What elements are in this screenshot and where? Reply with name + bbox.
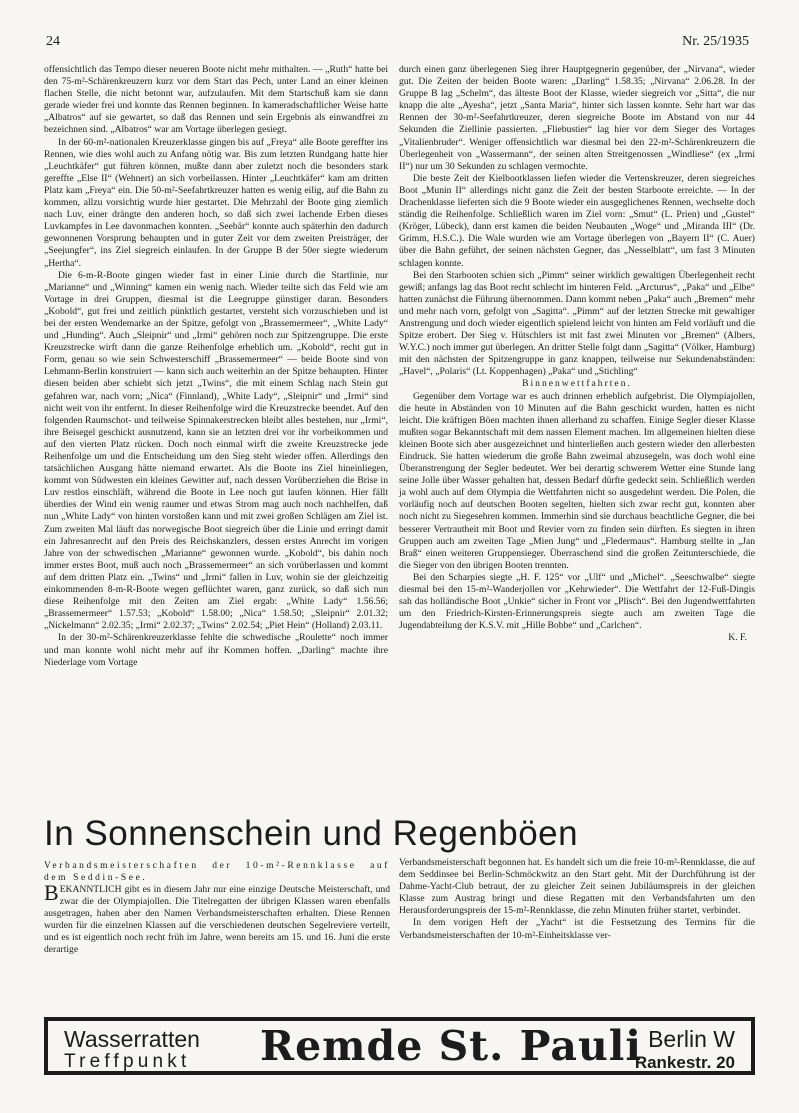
- column-left: [44, 64, 388, 669]
- paragraph: Bei den Starbooten schien sich „Pimm“ seiner wirklich gewaltigen Überlegenheit recht gewiß; anfangs lag das Boot recht schlecht im hinteren Feld. „Arcturus“, „Paka“ und „Elbe“ hatten zunächst die Führung übernommen. Dann kommt neben „Paka“ auch „Bremen“ mehr und mehr nach vorn, gefolgt von „Sagitta“. „Pimm“ auf der letzten Strecke mit gewaltiger Anstrengung und doch wieder eigentlich spielend leicht von hinten am Feld vorläuft und die Spitze erobert. Der Sieg v. Hütschlers ist mit fast zwei Minuten vor „Bremen“ (Albers, W.Y.C.) noch immer gut überlegen. An dritter Stelle folgt dann „Sagitta“ (Völker, Hamburg) mit den nächsten der Spitzengruppe in ganz knappen, teilweise nur Sekundenabständen: „Havel“, „Polaris“ (Lt. Koppenhagen) „Paka“ und „Stichling“: [399, 269, 755, 378]
- ad-brand: Remde St. Pauli: [260, 1022, 642, 1070]
- paragraph: In der 30-m²-Schärenkreuzerklasse fehlte die schwedische „Roulette“ noch immer und man konnte wohl nicht mehr auf ihr Kommen hoffen. „Darling“ machte ihre Niederlage vom Vortage: [44, 632, 388, 668]
- paragraph: In dem vorigen Heft der „Yacht“ ist die Festsetzung des Termins für die Verbandsmeisterschaften der 10-m²-Einheitsklasse ver-: [399, 917, 755, 941]
- paragraph: In der 60-m²-nationalen Kreuzerklasse gingen bis auf „Freya“ alle Boote gereffter ins Rennen, wie dies wohl auch zu Anfang nötig war. Bis zum letzten Rundgang hatte hier „Leuchtkäfer“ gut führen können, mußte dann aber zuletzt noch die besonders stark gereffte „Else II“ (Wehnert) an sich vorbeilassen. Hinter „Leuchtkäfer“ kam am dritten Platz kam „Freya“ ein. Die 50-m²-Seefahrtkreuzer hatten es wenig eilig, auf die Bahn zu kommen, allzu vorsichtig wurde hier gestartet. Die Mehrzahl der Boote ging ziemlich nach Luv, einer drängte den anderen hoch, so daß sich zwei lachende Erben dieses Luvkampfes in Lee davonmachen konnten. „Seebär“ konnte auch späterhin den dadurch gewonnenen Vorsprung behaupten und in guter Zeit vor dem zweiten Preisträger, der „Seejungfer“, ins Ziel siegreich einlaufen. In der Gruppe B der 50er siegte wiederum „Hertha“.: [44, 136, 388, 269]
- ad-right-bottom: Rankestr. 20: [634, 1053, 735, 1072]
- paragraph: [44, 880, 390, 957]
- page-header: [46, 34, 749, 52]
- paragraph: Die beste Zeit der Kielbootklassen liefen wieder die Vertenskreuzer, deren siegreiches Boot „Munin II“ allerdings nicht ganz die Zeit der besten Starboote erreichte. — In der Drachenklasse lieferten sich die 9 Boote wieder ein ausgeglichenes Rennen, wechselte doch ständig die Reihenfolge. Schließlich waren im Ziel vorn: „Smut“ (L. Prien) und „Gustel“ (Kröger, Lübeck), dann erst kamen die beiden Neubauten „Woge“ und „Miranda III“ (Dr. Grimm, H.S.C.). Die Wale wurden wie am Vortage überlegen von „Bayern II“ (C. Auer) über die Bahn geführt, der seinen nächsten Gegner, das „Nesselblatt“, um fast 3 Minuten schlagen konnte.: [399, 172, 755, 269]
- paragraph: Die 6-m-R-Boote gingen wieder fast in einer Linie durch die Startlinie, nur „Marianne“ und „Winning“ kamen ein wenig nach. Wieder teilte sich das Feld wie am Vortage in drei Gruppen, diesmal ist die Leegruppe günstiger daran. Besonders „Kobold“, gut frei und zeitlich pünktlich gestartet, versteht sich vorzuschieben und ist bei der ersten Wendemarke an der Spitze, gefolgt von „Brassemermeer“, „White Lady“ und „Hunding“. Auch „Sleipnir“ und „Irmi“ gehören noch zur Spitzengruppe. Die erste Kreuzstrecke wirft dann die ganze Reihenfolge erheblich um. „Kobold“, recht gut in Form, genau so wie sein Schwesterschiff „Brassemermeer“ — beide Boote sind von Lehmann-Berlin konstruiert — kann sich auch weiterhin an der Spitze behaupten. Hinter diesen beiden aber schiebt sich jetzt „Twins“, die mit einem Schlag nach Stein gut gefahren war, nach vorn; „Nica“ (Finnland), „White Lady“, „Sleipnir“ und „Irmi“ sind nicht weit von ihr entfernt. In dieser Reihenfolge wird die Kreuzstrecke beendet. Auf den folgenden Raumschot- und teilweise Spinnakerstrecken bleibt alles bestehen, nur „Irmi“, ihre Beisegel geschickt ausnutzend, kann sie an letzten drei vor ihr vorbeikommen und auf den vierten Platz rücken. Doch noch einmal wirft die zweite Kreuzstrecke jede Reihenfolge um und die Entscheidung um den Sieg steht wieder offen. Allerdings den tatsächlichen Ausgang hätte niemand erwartet. Als die Boote ins Ziel hineinliegen, kommt von Südwesten ein kleines Gewitter auf, nach dessen Vorüberziehen die Brise in Luv restlos einschläft, während die Boote in Lee noch gut laufen können. Hier fällt überdies der Wind ein wenig raumer und etwas Strom mag auch noch nachhelfen, daß nun „White Lady“ von hinten vorstoßen kann und mit zwei großen Schlägen am Ziel ist. Zum zweiten Mal läuft das norwegische Boot siegreich über die Linie und erringt damit ein Jahresanrecht auf den Preis des Reichskanzlers, dessen erstes Anrecht im vorigen Jahre von der schwedischen „Marianne“ gewonnen wurde. „Kobold“, bis dahin noch immer erstes Boot, muß auch noch „Brassemermeer“ an sich vorüberlassen und kommt auf dem dritten Platz ein. „Twins“ und „Irmi“ fallen in Luv, wohin sie der gleichzeitig einkommenden 8-m-R-Boote wegen geflüchtet waren, ganz zurück, so daß sich nun diese Reihenfolge mit den Zeiten am Ziel ergab: „White Lady“ 1.56.56; „Brassemermeer“ 1.57.53; „Kobold“ 1.58.00; „Nica“ 1.58.50; „Sleipnir“ 2.01.32; „Nickelmann“ 2.02.35; „Irmi“ 2.02.37; „Twins“ 2.02.54; „Piet Hein“ (Holland) 2.03.11.: [44, 269, 388, 632]
- drop-cap: B: [44, 880, 59, 905]
- article-kicker: Verbandsmeisterschaften der 10-m²-Rennklasse auf dem Seddin-See.: [44, 861, 390, 883]
- paragraph: offensichtlich das Tempo dieser neueren Boote nicht mehr mithalten. — „Ruth“ hatte bei den 75-m²-Schärenkreuzern kurz vor dem Start das Pech, unter Land an einer kleinen flachen Stelle, die nicht betonnt war, aufzulaufen. Mit dem Startschuß kam sie dann gerade wieder frei und konnte das Rennen beginnen. In kameradschaftlicher Weise hatte „Albatros“ auf sie gewartet, so daß das Rennen und sein Ergebnis als einwandfrei zu bezeichnen sind. „Albatros“ war am Vortage überlegen gesiegt.: [44, 64, 388, 136]
- paragraph: Verbandsmeisterschaft begonnen hat. Es handelt sich um die freie 10-m²-Rennklasse, die auf dem Seddinsee bei Berlin-Schmöckwitz an den Start geht. Mit der Durchführung ist der Dahme-Yacht-Club betraut, der zu gleicher Zeit seinen Jubiläumspreis in der gleichen Klasse zum Austrag bringt und diese Regatten mit den Verbandsfahrten um den Herausforderungspreis der 15-m²-Rennklasse, die zehn Minuten früher startet, verbindet.: [399, 857, 755, 917]
- article-column-left: [44, 860, 390, 957]
- author-signature: K. F.: [728, 632, 747, 644]
- paragraph: durch einen ganz überlegenen Sieg ihrer Hauptgegnerin gegenüber, der „Nirvana“, wieder gut. Die Zeiten der beiden Boote waren: „Darling“ 1.58.35; „Nirvana“ 2.06.28. In der Gruppe B lag „Schelm“, das älteste Boot der Klasse, wieder siegreich vor „Sitta“, die nur knapp die alte „Ayesha“, jetzt „Santa Maria“, hinter sich lassen konnte. Sehr hart war das Rennen der 30-m²-Seefahrtkreuzer, deren siegreiche Boote im Abstand von nur 44 Sekunden die Ziellinie passierten. „Fliebustier“ lag hier vor dem Sieger des Vortages „Vitalienbruder“. Weniger offensichtlich war diesmal bei den 22-m²-Schärenkreuzern die Überlegenheit von „Wassermann“, der seinen alten Streitgenossen „Windliese“ (ex „Irmi II“) nur um 30 Sekunden zu schlagen vermochte.: [399, 64, 755, 172]
- issue-number: Nr. 25/1935: [682, 34, 749, 49]
- ad-left-top: Wasserratten: [64, 1026, 200, 1052]
- section-subheading: Binnenwettfahrten.: [522, 378, 632, 390]
- column-right: [399, 64, 755, 645]
- article-column-right: [399, 857, 755, 942]
- advertisement: [44, 1017, 755, 1075]
- ad-right-top: Berlin W: [648, 1026, 735, 1052]
- ad-left-bottom: Treffpunkt: [64, 1051, 191, 1072]
- ad-left-text: [64, 1027, 200, 1074]
- ad-right-text: [635, 1027, 735, 1075]
- paragraph: Bei den Scharpies siegte „H. F. 125“ vor „Ulf“ und „Michel“. „Seeschwalbe“ siegte diesmal bei den 15-m²-Wanderjollen vor „Kehrwieder“. Die Wettfahrt der 12-Fuß-Dingis sah das holländische Boot „Unkie“ sicher in Front vor „Plisch“. Bei den Jugendwettfahrten um den Friedrich-Kirsten-Erinnerungspreis siegte auch am zweiten Tage die Jugendabteilung der K.S.V. mit „Hille Bobbe“ und „Carlchen“.: [399, 571, 755, 632]
- article-title: In Sonnenschein und Regenböen: [44, 814, 579, 853]
- page-number: 24: [46, 34, 60, 49]
- paragraph-text: EKANNTLICH gibt es in diesem Jahr nur eine einzige Deutsche Meisterschaft, und zwar die der Olympiajollen. Die Titelregatten der übrigen Klassen waren ebenfalls ausgetragen, haben aber den Namen Verbandsmeisterschaften erhalten. Diese Rennen wurden für die einzelnen Klassen auf die verschiedenen deutschen Segelreviere verteilt, und es ist eigentlich noch recht früh im Jahre, wenn bereits am 15. und 16. Juni die erste derartige: [44, 884, 390, 956]
- paragraph: Gegenüber dem Vortage war es auch drinnen erheblich aufgebrist. Die Olympiajollen, die heute in Abständen von 10 Minuten auf die Bahn geschickt wurden, hatten es nicht leicht. Die kräftigen Böen machten ihnen allerhand zu schaffen. Einige Segler dieser Klasse mußten sogar Bekanntschaft mit dem nassen Element machen. Im allgemeinen hielten diese kleinen Boote sich aber ausgezeichnet und hinterließen auch gestern wieder den allerbesten Eindruck. Sie hatten wiederum die große Bahn zweimal abzusegeln, was doch wohl eine Überanstrengung der Segler bedeutet. Wer bei derartig schwerem Wetter eine Stunde lang seine Jolle über Wasser gehalten hat, dessen Bedarf dürfte gedeckt sein. Schließlich werden ja wohl auch auf dem Olympia die Wettfahrten nicht so ausgedehnt werden. Die Polen, die vorläufig noch auf deutschen Booten segelten, hielten sich zwar recht gut, konnten aber noch nicht zu Siegesehren kommen. Immerhin sind sie durchaus beachtliche Gegner, die bei besserer Vertrautheit mit Boot und Revier vorn zu finden sein dürften. Es siegten in ihren Gruppen auch am zweiten Tage „Mien Jung“ und „Fledermaus“. Hamburg stellte in „Jan Braß“ einen weiteren Gruppensieger. Überraschend sind die großen Zeitunterschiede, die die Sieger von den übrigen Booten trennten.: [399, 390, 755, 571]
